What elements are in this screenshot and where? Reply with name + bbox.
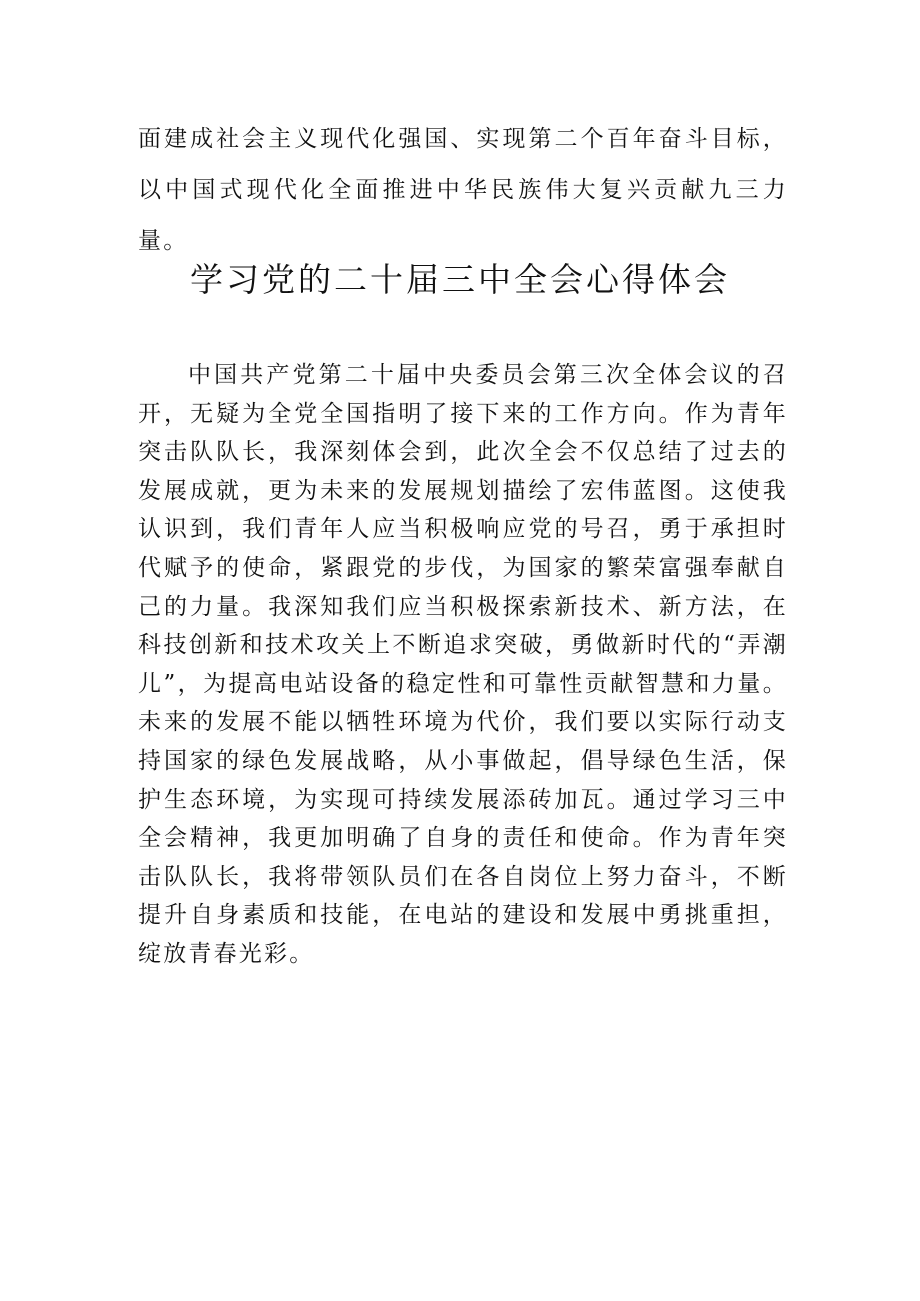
previous-paragraph-continuation: 面建成社会主义现代化强国、实现第二个百年奋斗目标，以中国式现代化全面推进中华民族伟大复兴贡献九三力量。: [138, 126, 788, 254]
body-paragraph: 中国共产党第二十届中央委员会第三次全体会议的召开，无疑为全党全国指明了接下来的工作方向。作为青年突击队队长，我深刻体会到，此次全会不仅总结了过去的发展成就，更为未来的发展规划描绘了宏伟蓝图。这使我认识到，我们青年人应当积极响应党的号召，勇于承担时代赋予的使命，紧跟党的步伐，为国家的繁荣富强奉献自己的力量。我深知我们应当积极探索新技术、新方法，在科技创新和技术攻关上不断追求突破，勇做新时代的“弄潮儿”，为提高电站设备的稳定性和可靠性贡献智慧和力量。未来的发展不能以牺牲环境为代价，我们要以实际行动支持国家的绿色发展战略，从小事做起，倡导绿色生活，保护生态环境，为实现可持续发展添砖加瓦。通过学习三中全会精神，我更加明确了自身的责任和使命。作为青年突击队队长，我将带领队员们在各自岗位上努力奋斗，不断提升自身素质和技能，在电站的建设和发展中勇挑重担，绽放青春光彩。: [138, 362, 788, 967]
article-title: 学习党的二十届三中全会心得体会: [190, 260, 730, 299]
